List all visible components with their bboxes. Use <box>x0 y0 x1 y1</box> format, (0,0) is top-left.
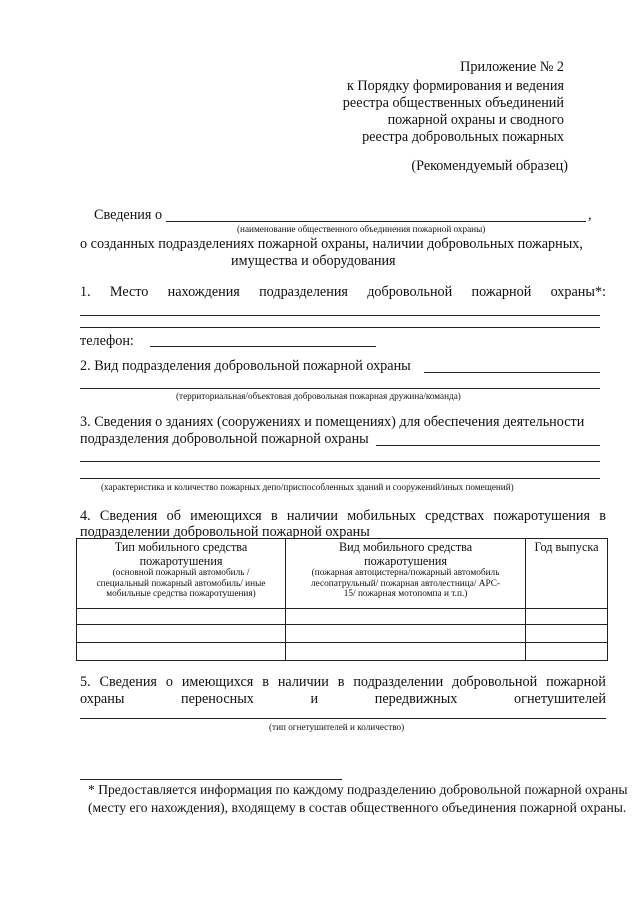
table-row <box>77 625 608 643</box>
section-5-heading: 5. Сведения о имеющихся в наличии в подразделении добровольной пожарной <box>80 674 606 690</box>
section-1-heading: 1. Место нахождения подразделения добровольной пожарной охраны*: <box>80 284 606 300</box>
appendix-number: Приложение № 2 <box>460 59 564 75</box>
extinguishers-caption: (тип огнетушителей и количество) <box>269 722 405 732</box>
organization-name-caption: (наименование общественного объединения пожарной охраны) <box>237 224 486 234</box>
title-line-2: о созданных подразделениях пожарной охраны, наличии добровольных пожарных, <box>80 236 583 252</box>
buildings-line-1[interactable] <box>376 445 600 446</box>
column-header-year: Год выпуска <box>526 539 608 609</box>
table-cell[interactable] <box>77 609 286 625</box>
table-cell[interactable] <box>286 643 526 661</box>
location-line-1[interactable] <box>80 315 600 316</box>
column-header-kind: Вид мобильного средства пожаротушения (пожарная автоцистерна/пожарный автомобиль лесопатрульный/ пожарная автолестница/ АРС- 15/ пожарная мотопомпа и т.п.) <box>286 539 526 609</box>
footnote-line-1: * Предоставляется информация по каждому подразделению добровольной пожарной охраны <box>88 782 628 797</box>
table-header-row <box>77 539 608 609</box>
recommended-sample: (Рекомендуемый образец) <box>411 158 568 174</box>
appendix-line-5: реестра добровольных пожарных <box>362 129 564 145</box>
footnote-line-2: (месту его нахождения), входящему в состав общественного объединения пожарной охраны. <box>88 800 627 815</box>
appendix-line-4: пожарной охраны и сводного <box>387 112 564 128</box>
section-4-heading: 4. Сведения об имеющихся в наличии мобильных средствах пожаротушения в <box>80 508 606 524</box>
section-4-line-2: подразделении добровольной пожарной охраны <box>80 524 370 540</box>
phone-line[interactable] <box>150 346 376 347</box>
organization-name-line[interactable] <box>166 221 586 222</box>
table-cell[interactable] <box>77 643 286 661</box>
appendix-line-2: к Порядку формирования и ведения <box>346 78 564 94</box>
appendix-line-3: реестра общественных объединений <box>342 95 564 111</box>
section-5-line-2: охраны переносных и передвижных огнетушителей <box>80 691 606 707</box>
footnote-divider <box>80 779 342 780</box>
table-row <box>77 643 608 661</box>
buildings-line-3[interactable] <box>80 478 600 479</box>
title-comma: , <box>588 207 592 223</box>
title-prefix: Сведения о <box>94 207 163 223</box>
location-line-2[interactable] <box>80 327 600 328</box>
section-3-line-1: 3. Сведения о зданиях (сооружениях и помещениях) для обеспечения деятельности <box>80 414 585 430</box>
table-cell[interactable] <box>526 625 608 643</box>
buildings-line-2[interactable] <box>80 461 600 462</box>
table-cell[interactable] <box>526 609 608 625</box>
section-3-line-2: подразделения добровольной пожарной охраны <box>80 431 369 447</box>
title-line-3: имущества и оборудования <box>231 253 396 269</box>
table-cell[interactable] <box>286 625 526 643</box>
column-header-type: Тип мобильного средства пожаротушения (основной пожарный автомобиль / специальный пожарный автомобиль/ иные мобильные средства пожаротушения) <box>77 539 286 609</box>
table-row <box>77 609 608 625</box>
unit-type-line-1[interactable] <box>424 372 600 373</box>
buildings-caption: (характеристика и количество пожарных депо/приспособленных зданий и сооружений/иных помещений) <box>101 482 514 492</box>
phone-label: телефон: <box>80 333 134 349</box>
unit-type-caption: (территориальная/объектовая добровольная пожарная дружина/команда) <box>176 391 461 401</box>
unit-type-line-2[interactable] <box>80 388 600 389</box>
extinguishers-line[interactable] <box>80 718 606 719</box>
table-cell[interactable] <box>286 609 526 625</box>
mobile-equipment-table <box>76 538 608 661</box>
section-2-heading: 2. Вид подразделения добровольной пожарной охраны <box>80 358 411 374</box>
table-cell[interactable] <box>77 625 286 643</box>
table-cell[interactable] <box>526 643 608 661</box>
